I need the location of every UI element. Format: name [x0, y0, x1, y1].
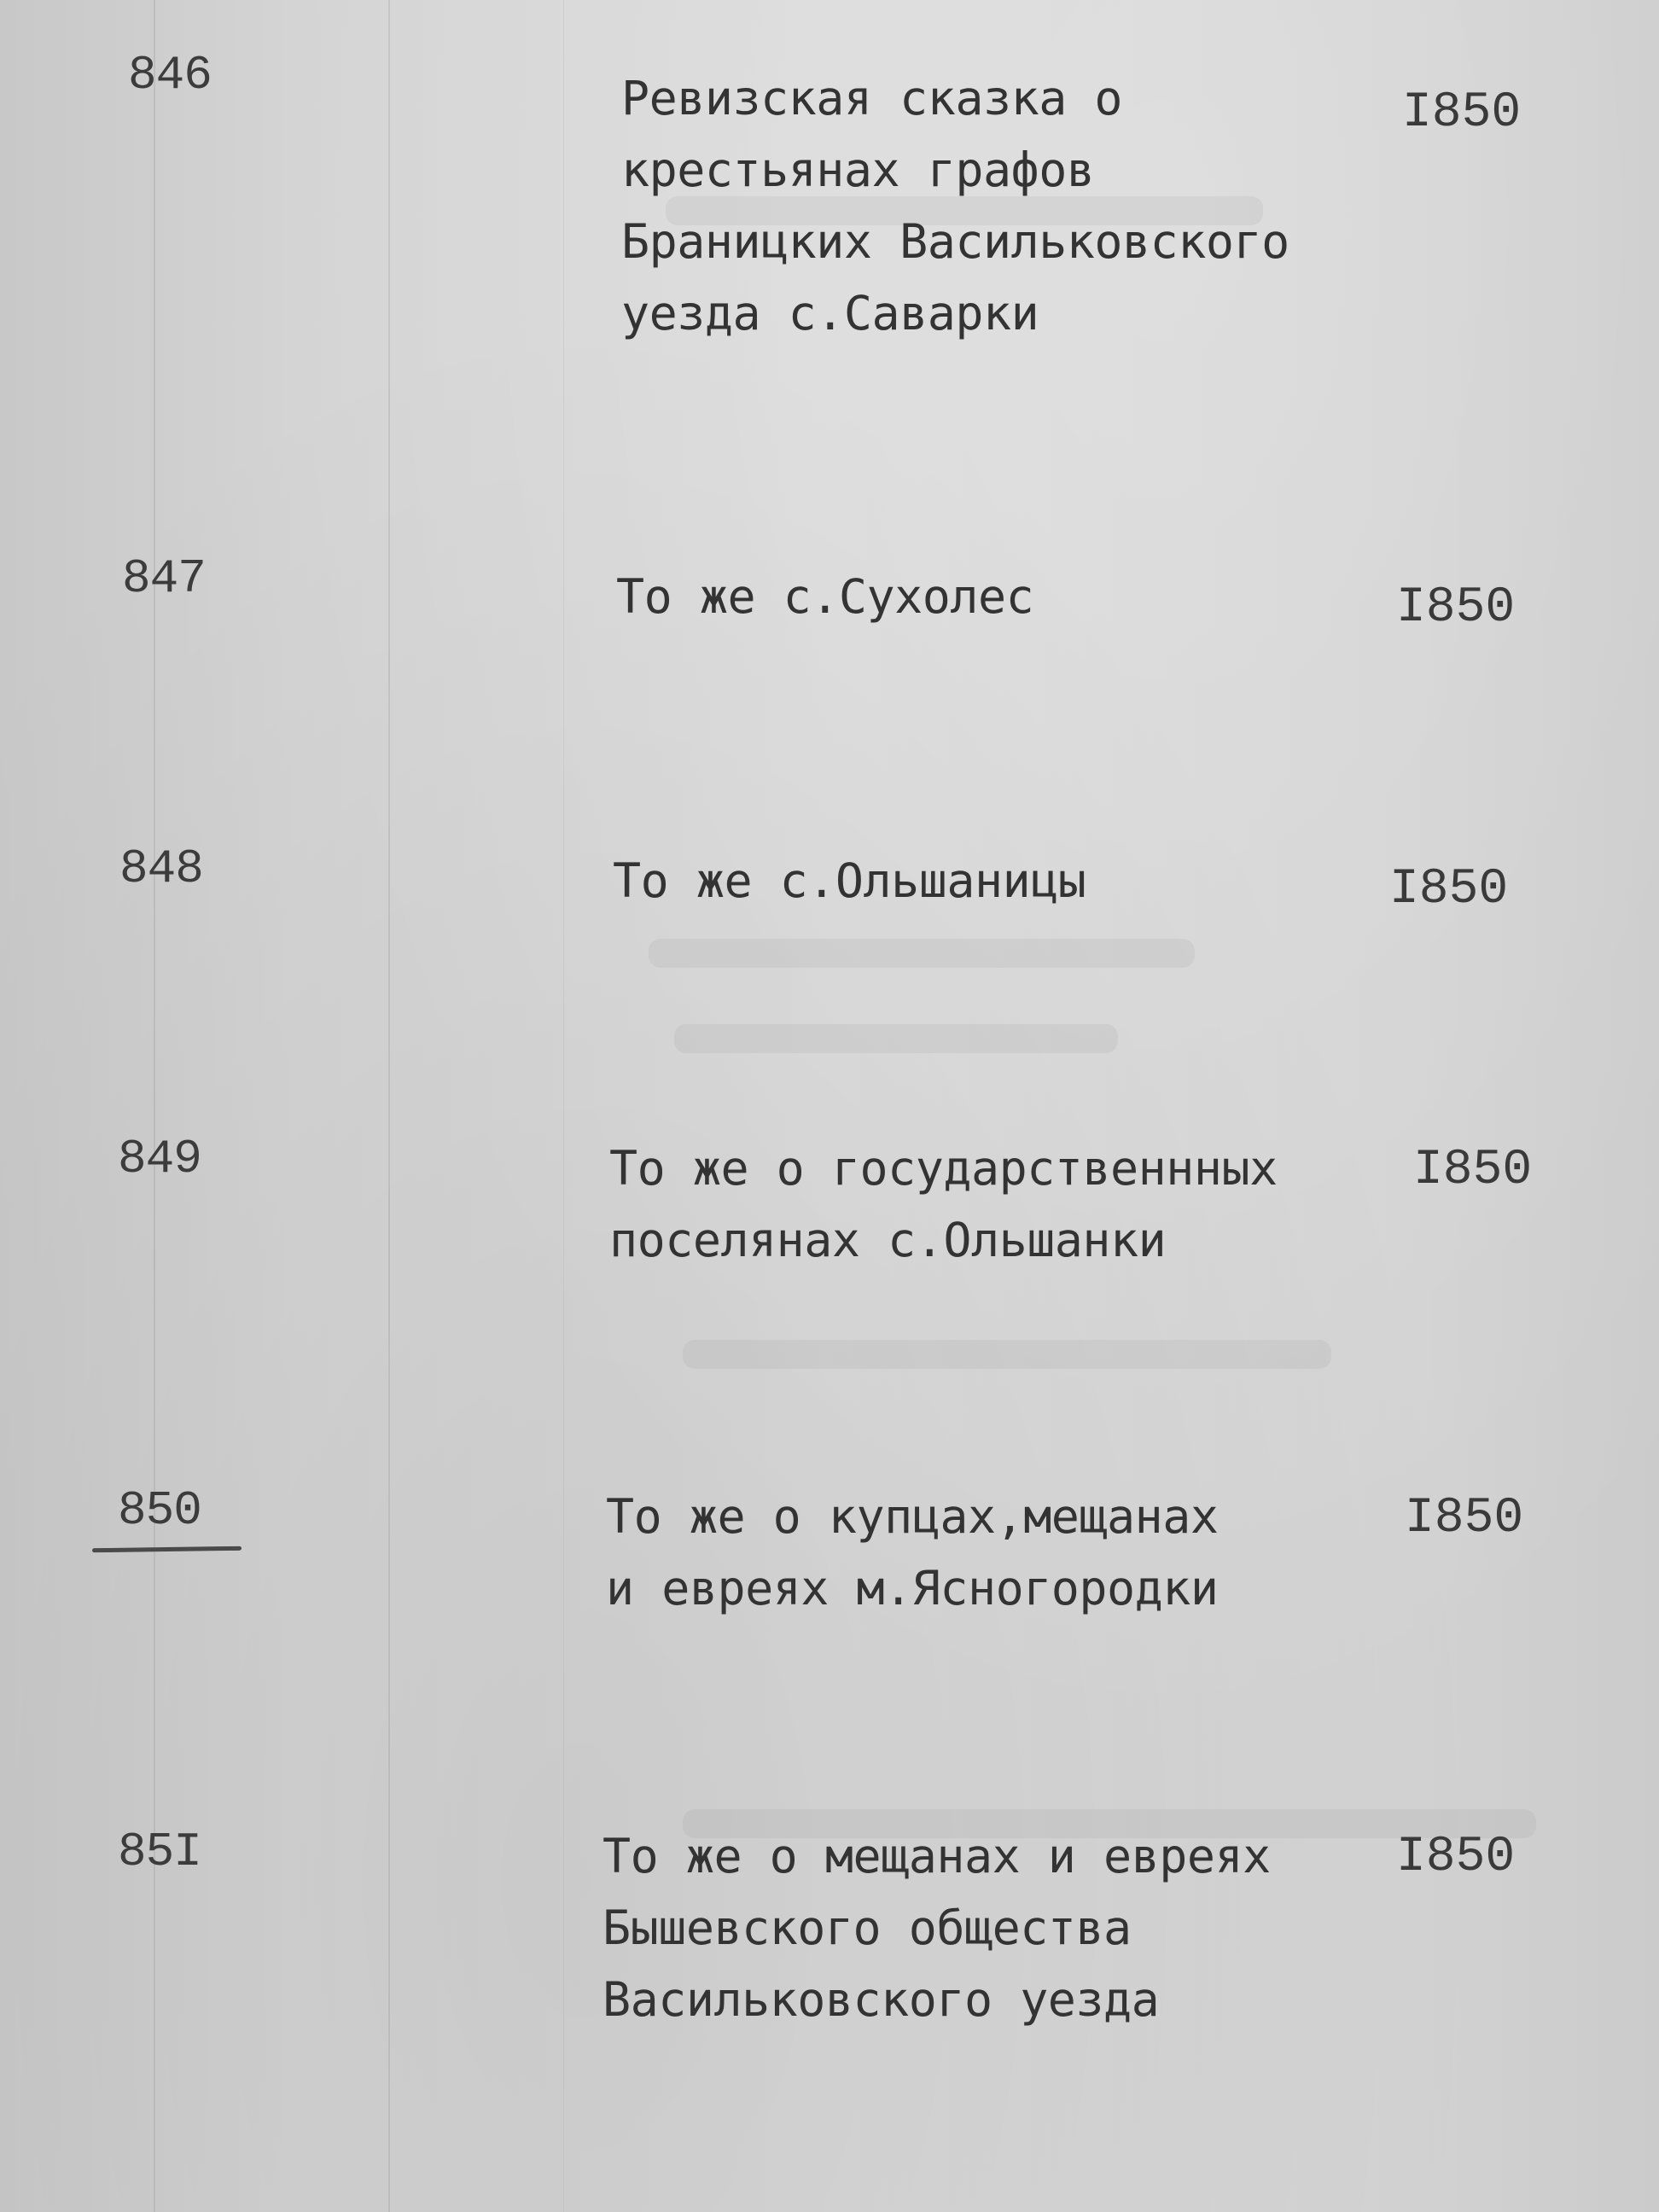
entry-year: I850	[1396, 580, 1516, 636]
description-line: уезда с.Саварки	[621, 286, 1039, 341]
pencil-underline-mark	[92, 1546, 242, 1552]
entry-number: 850	[118, 1483, 201, 1538]
entry-description	[602, 1820, 1271, 2035]
description-line: То же о государственнных	[609, 1141, 1278, 1196]
entry-number: 849	[118, 1132, 201, 1186]
entry-year: I850	[1405, 1491, 1524, 1546]
description-line: То же о мещанах и евреях	[602, 1829, 1271, 1883]
entry-number: 85I	[118, 1825, 201, 1879]
bleed-through-shadow	[683, 1340, 1331, 1369]
entry-description	[609, 1132, 1278, 1276]
description-line: крестьянах графов	[621, 143, 1095, 197]
description-line: То же с.Сухолес	[616, 569, 1034, 624]
bleed-through-shadow	[674, 1024, 1118, 1053]
description-line: поселянах с.Ольшанки	[609, 1213, 1167, 1267]
description-line: То же о купцах,мещанах	[606, 1489, 1219, 1544]
entry-year: I850	[1389, 862, 1509, 917]
bleed-through-shadow	[649, 939, 1195, 968]
entry-description	[613, 845, 1086, 917]
entry-description	[616, 561, 1033, 632]
description-line: То же с.Ольшаницы	[613, 853, 1086, 908]
entry-year: I850	[1402, 85, 1522, 141]
entry-description	[621, 62, 1289, 349]
entry-number: 847	[122, 551, 206, 606]
description-line: Бышевского общества	[602, 1901, 1132, 1955]
entry-year: I850	[1396, 1830, 1516, 1885]
description-line: Васильковского уезда	[602, 1972, 1160, 2027]
description-line: и евреях м.Ясногородки	[606, 1561, 1219, 1615]
margin-ruling-line	[563, 0, 564, 2212]
description-line: Браницких Васильковского	[621, 214, 1289, 269]
entry-number: 848	[119, 841, 203, 896]
description-line: Ревизская сказка о	[621, 71, 1123, 125]
entry-description	[606, 1481, 1218, 1624]
entry-year: I850	[1413, 1143, 1533, 1198]
entry-number: 846	[128, 48, 212, 102]
margin-ruling-line	[388, 0, 390, 2212]
